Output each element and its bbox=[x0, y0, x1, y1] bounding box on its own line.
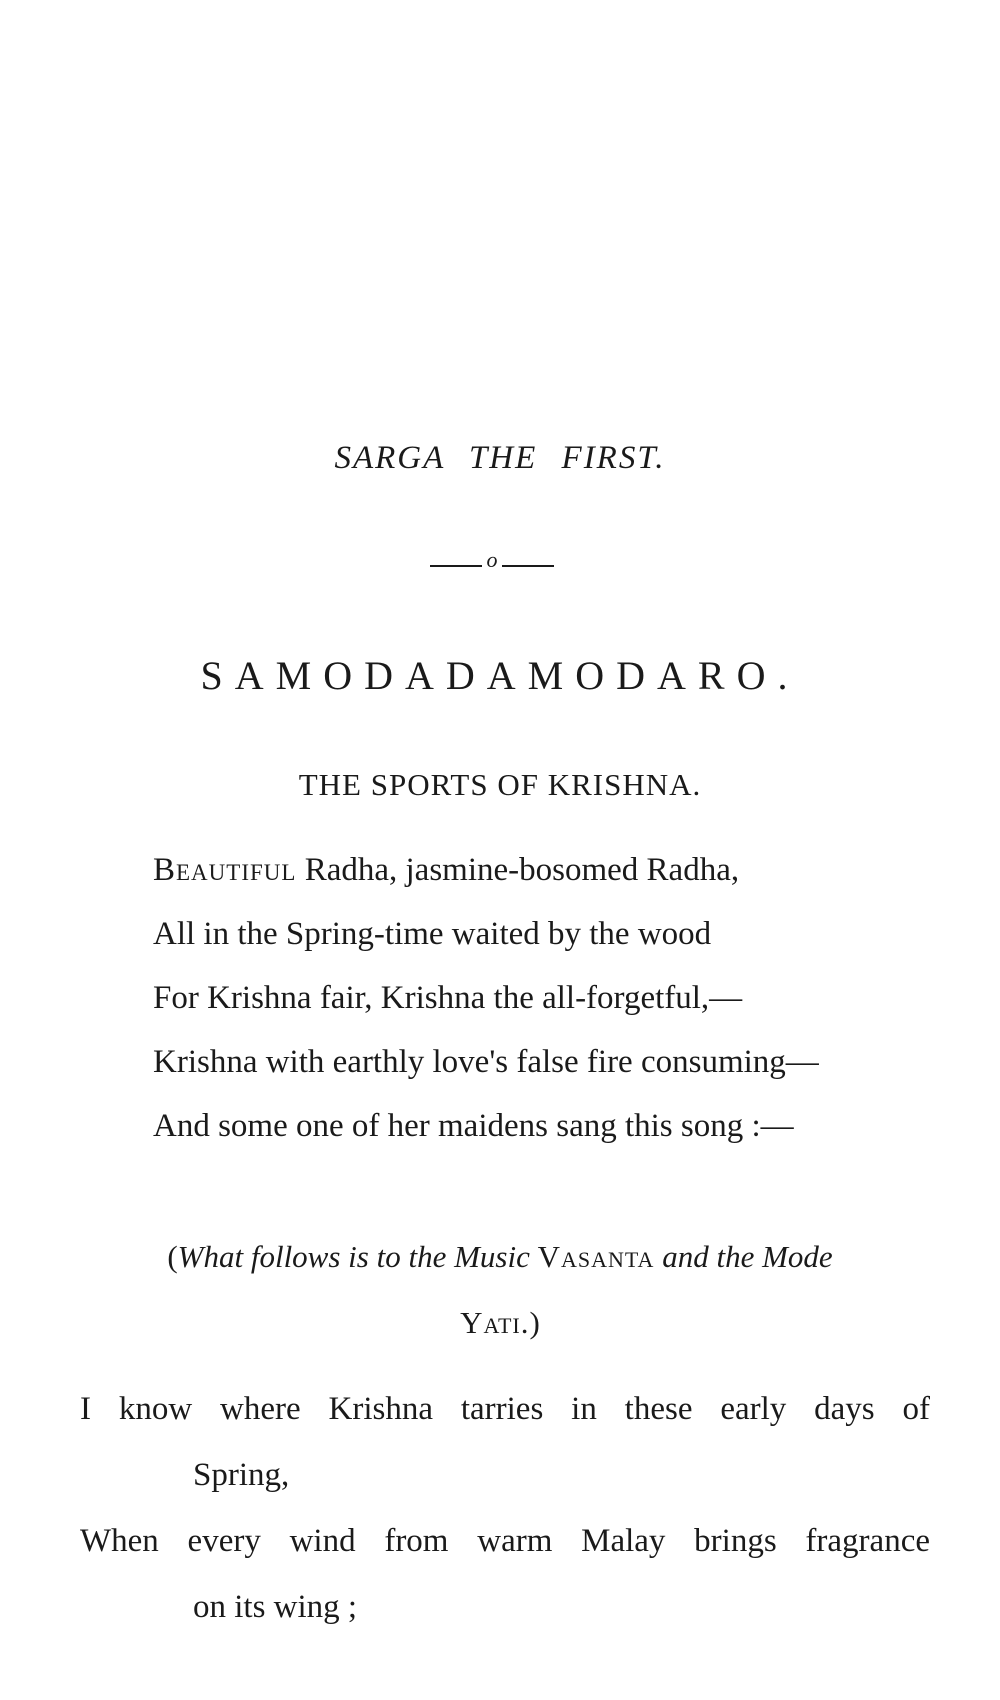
song-line-continuation: on its wing ; bbox=[193, 1589, 358, 1625]
mode-note-text: and the Mode bbox=[662, 1239, 833, 1274]
song-verse bbox=[80, 1376, 930, 1640]
chapter-subtitle: THE SPORTS OF KRISHNA. bbox=[298, 767, 702, 802]
mode-name: Yati. bbox=[460, 1305, 530, 1340]
intro-line-text: All in the Spring-time waited by the wood bbox=[153, 916, 712, 952]
sarga-heading: SARGA THE FIRST. bbox=[334, 440, 666, 476]
open-paren: ( bbox=[167, 1239, 178, 1274]
ornamental-divider bbox=[430, 547, 554, 576]
intro-line-text: Krishna with earthly love's false fire consuming— bbox=[153, 1044, 819, 1080]
intro-line-text: Radha, jasmine-bosomed Radha, bbox=[296, 852, 740, 888]
intro-lead-word: Beautiful bbox=[153, 852, 297, 888]
music-note-text: What follows is to the Music bbox=[177, 1239, 530, 1274]
intro-line bbox=[153, 966, 953, 1030]
divider-line-left bbox=[430, 565, 482, 567]
intro-line bbox=[153, 1094, 953, 1158]
intro-verse bbox=[153, 838, 953, 1158]
intro-line bbox=[153, 902, 953, 966]
song-line: When every wind from warm Malay brings fragrance bbox=[80, 1523, 930, 1559]
divider-line-right bbox=[502, 565, 554, 567]
music-note-line-2 bbox=[0, 1290, 1000, 1356]
intro-line-text: For Krishna fair, Krishna the all-forgetful,— bbox=[153, 980, 743, 1016]
intro-line bbox=[153, 838, 953, 902]
song-line-continuation: Spring, bbox=[193, 1457, 290, 1493]
music-note-line-1 bbox=[0, 1224, 1000, 1290]
divider-mark: o bbox=[486, 547, 498, 572]
song-line: I know where Krishna tarries in these early days of bbox=[80, 1391, 930, 1427]
intro-line bbox=[153, 1030, 953, 1094]
chapter-title: SAMODADAMODARO. bbox=[200, 653, 800, 698]
close-paren: ) bbox=[529, 1305, 540, 1340]
music-mode-note bbox=[0, 1224, 1000, 1356]
intro-line-text: And some one of her maidens sang this song :— bbox=[153, 1108, 794, 1144]
music-name: Vasanta bbox=[537, 1239, 655, 1274]
